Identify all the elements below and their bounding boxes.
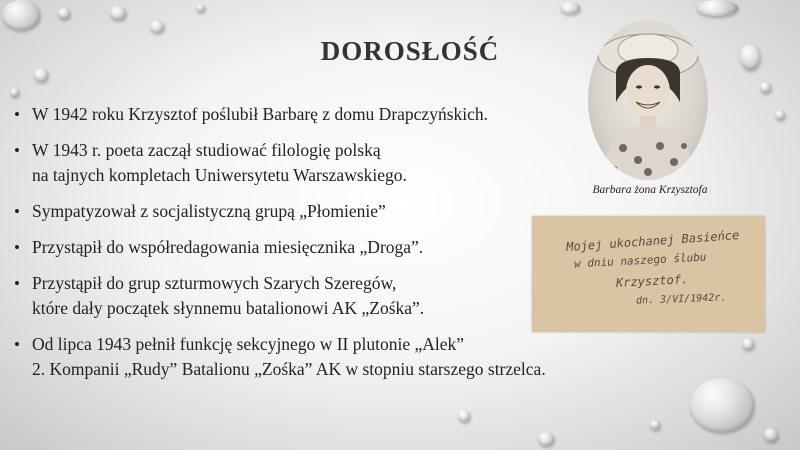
photo-caption: Barbara żona Krzysztofa bbox=[592, 184, 708, 196]
water-drop bbox=[764, 428, 778, 442]
bullet-marker: • bbox=[14, 202, 20, 221]
water-drop bbox=[196, 4, 205, 12]
water-drop bbox=[2, 0, 40, 30]
water-drop bbox=[740, 44, 760, 70]
signature: Krzysztof. bbox=[615, 272, 689, 290]
bullet-item bbox=[14, 332, 654, 382]
bullet-text: Od lipca 1943 pełnił funkcję sekcyjnego w II plutonie „Alek” bbox=[32, 334, 465, 354]
water-drop bbox=[58, 8, 70, 19]
bullet-text: Przystąpił do współredagowania miesięcznika „Droga”. bbox=[32, 237, 424, 257]
water-drop bbox=[34, 68, 48, 82]
bullet-text: 2. Kompanii „Rudy” Batalionu „Zośka” AK w stopniu starszego strzelca. bbox=[32, 359, 546, 379]
bullet-item bbox=[14, 102, 654, 127]
water-drop bbox=[742, 338, 754, 350]
bullet-marker: • bbox=[14, 335, 20, 354]
dedication-line-1: Mojej ukochanej Basieńce bbox=[565, 227, 740, 255]
bullet-text: Przystąpił do grup szturmowych Szarych Szeregów, bbox=[32, 273, 397, 293]
dedication-note-image bbox=[532, 216, 765, 332]
bullet-text: Sympatyzował z socjalistyczną grupą „Płomienie” bbox=[32, 201, 386, 221]
water-drop bbox=[538, 432, 554, 446]
water-drop bbox=[650, 420, 660, 430]
bullet-marker: • bbox=[14, 105, 20, 124]
bullet-marker: • bbox=[14, 238, 20, 257]
slide-title: DOROSŁOŚĆ bbox=[320, 36, 500, 66]
bullet-text: na tajnych kompletach Uniwersytetu Warszawskiego. bbox=[32, 165, 407, 185]
dedication-line-2: w dniu naszego ślubu bbox=[573, 250, 707, 271]
water-drop bbox=[458, 410, 470, 422]
water-drop bbox=[150, 20, 164, 33]
portrait-illustration bbox=[588, 20, 708, 180]
water-drop bbox=[10, 88, 19, 97]
bullet-marker: • bbox=[14, 274, 20, 293]
water-drop bbox=[696, 0, 738, 16]
water-drop bbox=[690, 378, 754, 432]
water-drop bbox=[775, 110, 785, 120]
bullet-text: które dały początek słynnemu batalionowi AK „Zośka”. bbox=[32, 298, 425, 318]
water-drop bbox=[560, 2, 580, 14]
water-drop bbox=[110, 6, 126, 20]
dedication-date: dn. 3/VI/1942r. bbox=[635, 292, 727, 307]
portrait-photo bbox=[588, 20, 708, 180]
water-drop bbox=[760, 82, 771, 93]
bullet-marker: • bbox=[14, 141, 20, 160]
bullet-text: W 1943 r. poeta zaczął studiować filologię polską bbox=[32, 140, 381, 160]
bullet-text: W 1942 roku Krzysztof poślubił Barbarę z domu Drapczyńskich. bbox=[32, 104, 489, 124]
bullet-item bbox=[14, 138, 654, 188]
